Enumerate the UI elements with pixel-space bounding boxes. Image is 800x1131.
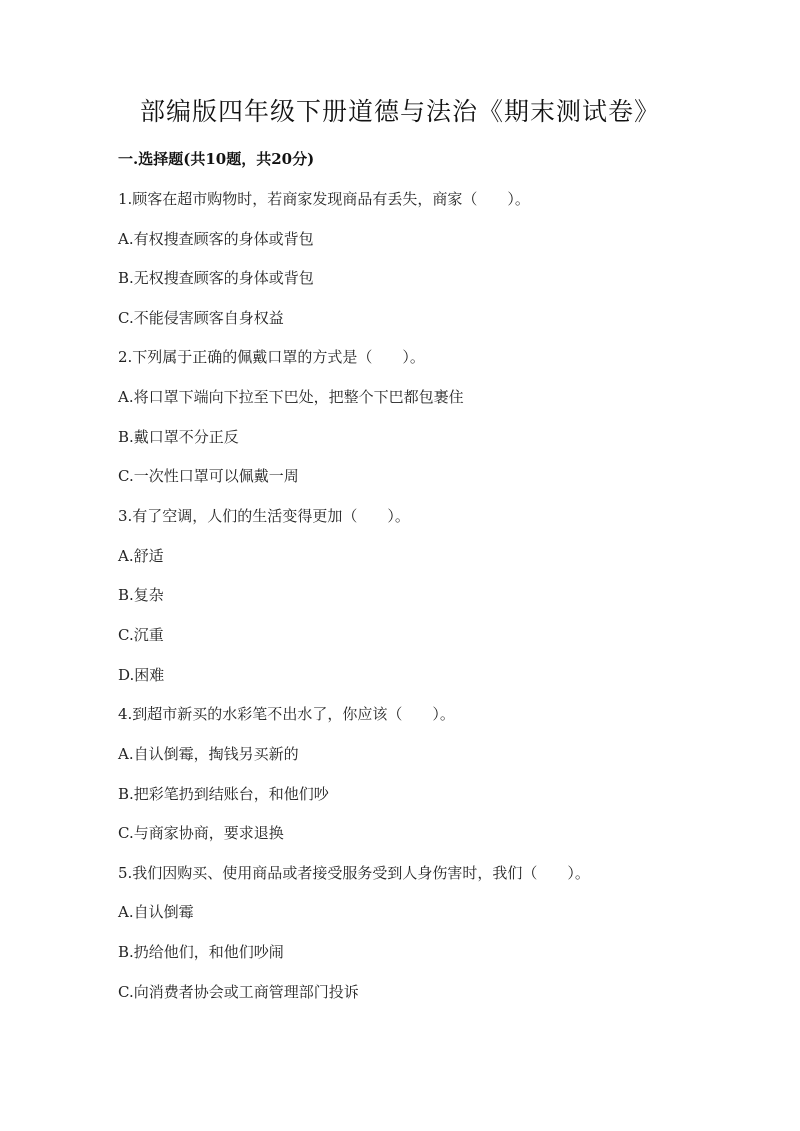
- question-1-option-a: A.有权搜查顾客的身体或背包: [118, 230, 314, 248]
- question-4-option-b: B.把彩笔扔到结账台，和他们吵: [118, 785, 329, 803]
- question-2: 2.下列属于正确的佩戴口罩的方式是（ ）。: [118, 348, 425, 366]
- question-4-option-c: C.与商家协商，要求退换: [118, 824, 284, 842]
- question-2-option-b: B.戴口罩不分正反: [118, 428, 239, 446]
- question-3-option-c: C.沉重: [118, 626, 164, 644]
- question-5-option-b: B.扔给他们，和他们吵闹: [118, 943, 284, 961]
- question-3-option-a: A.舒适: [118, 547, 164, 565]
- question-3-option-b: B.复杂: [118, 586, 164, 604]
- question-2-option-a: A.将口罩下端向下拉至下巴处，把整个下巴都包裹住: [118, 388, 464, 406]
- question-1: 1.顾客在超市购物时，若商家发现商品有丢失，商家（ ）。: [118, 190, 530, 208]
- question-1-option-c: C.不能侵害顾客自身权益: [118, 309, 284, 327]
- question-2-option-c: C.一次性口罩可以佩戴一周: [118, 467, 299, 485]
- question-5: 5.我们因购买、使用商品或者接受服务受到人身伤害时，我们（ ）。: [118, 864, 590, 882]
- question-5-option-a: A.自认倒霉: [118, 903, 194, 921]
- page-title: 部编版四年级下册道德与法治《期末测试卷》: [139, 97, 660, 126]
- question-4: 4.到超市新买的水彩笔不出水了，你应该（ ）。: [118, 705, 455, 723]
- question-3-option-d: D.困难: [118, 666, 165, 684]
- question-1-option-b: B.无权搜查顾客的身体或背包: [118, 269, 314, 287]
- question-3: 3.有了空调，人们的生活变得更加（ ）。: [118, 507, 410, 525]
- question-5-option-c: C.向消费者协会或工商管理部门投诉: [118, 983, 359, 1001]
- question-4-option-a: A.自认倒霉，掏钱另买新的: [118, 745, 299, 763]
- section-heading: 一.选择题(共10题，共20分): [118, 150, 315, 168]
